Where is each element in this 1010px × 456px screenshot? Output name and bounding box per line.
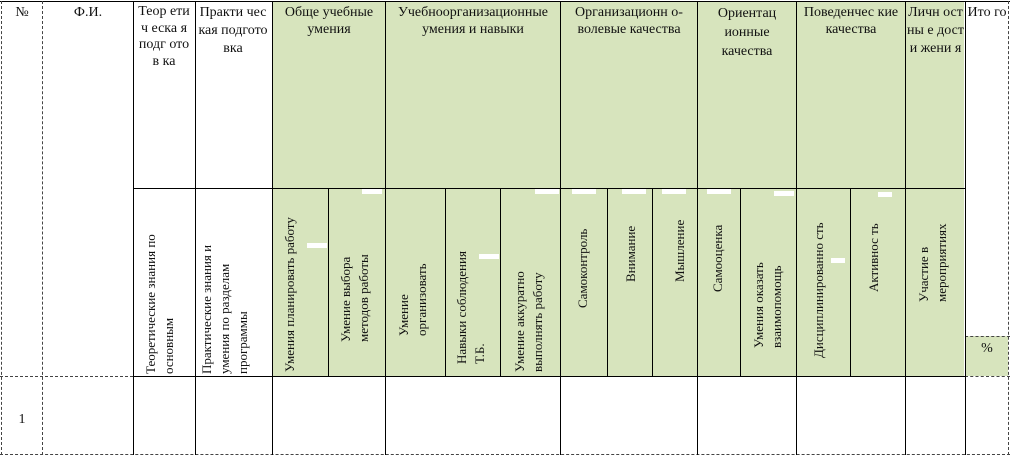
header-theory: Теор етич еска я подг отов ка: [138, 4, 190, 69]
border-fio: [133, 1, 134, 455]
border-right: [1008, 1, 1009, 455]
subheader-activity: Активнос ть: [866, 223, 881, 292]
subheader-percent: %: [981, 341, 993, 356]
fio-cell[interactable]: [43, 377, 133, 454]
header-group-orientation: Ориентац ионные качества: [717, 6, 777, 59]
cell-mark: [572, 189, 596, 194]
header-practice: Практи ческая подгото вка: [198, 5, 268, 56]
cell-mark: [622, 189, 646, 194]
border-group-5: [905, 1, 906, 455]
border-theory: [195, 1, 196, 455]
cell-mark: [662, 189, 686, 194]
header-fio: Ф.И.: [73, 5, 103, 20]
table-top-border: [0, 1, 1010, 2]
subheader-method-choice: Умение выбора методов работы: [338, 254, 371, 342]
subheader-self-esteem: Самооценка: [710, 224, 725, 292]
header-group-organizational: Учебноорганизационные умения и навыки: [397, 5, 549, 37]
cell-mark: [831, 258, 845, 263]
border-practice: [272, 1, 273, 455]
subheader-self-control: Самоконтроль: [575, 228, 590, 308]
header-num: №: [15, 5, 29, 20]
border-group-2: [560, 1, 561, 455]
subcol-line: [445, 188, 446, 376]
subheader-discipline: Дисциплинированно сть: [811, 222, 826, 358]
subcol-line: [652, 188, 653, 376]
subheader-safety: Навыки соблюдения Т.Б.: [454, 251, 487, 364]
border-group-6: [965, 1, 966, 455]
subheader-events: Участие в мероприятиях: [916, 223, 949, 302]
row-divider: [133, 376, 965, 377]
subcol-line: [328, 188, 329, 376]
border-group-4: [796, 1, 797, 455]
subheader-organize: Умение организовать: [396, 263, 429, 336]
subheader-practice: Практические знания и умения по разделам программы: [199, 244, 250, 374]
header-group-personal: Личн остны е дости жени я: [907, 5, 964, 56]
row-divider-right: [965, 376, 1010, 377]
header-group-behavioral: Поведенчес кие качества: [803, 5, 899, 37]
subheader-theory: Теоретические знания по основным: [143, 234, 176, 374]
subheader-neat: Умение аккуратно выполнять работу: [512, 271, 545, 372]
subheader-attention: Внимание: [623, 225, 638, 282]
subcol-line: [740, 188, 741, 376]
row-number: 1: [18, 412, 26, 427]
percent-divider: [965, 336, 1010, 337]
border-group-1: [385, 1, 386, 455]
border-group-3: [697, 1, 698, 455]
table-bottom-border: [0, 454, 1010, 455]
header-group-general: Обще учебные умения: [284, 5, 374, 37]
header-total: Ито го: [967, 5, 1007, 20]
cell-mark: [362, 189, 382, 194]
border-left: [1, 1, 2, 455]
subheader-mutual-help: Умения оказать взаимопомощь: [751, 262, 784, 348]
subcol-line: [500, 188, 501, 376]
subheader-planning: Умения планировать работу: [282, 217, 297, 372]
cell-mark: [707, 189, 731, 194]
cell-mark: [535, 189, 559, 194]
subcol-line: [850, 188, 851, 376]
subheader-thinking: Мышление: [672, 219, 687, 282]
header-group-volitional: Организационн о-волевые качества: [575, 5, 683, 37]
subcol-line: [607, 188, 608, 376]
cell-mark: [307, 243, 327, 248]
